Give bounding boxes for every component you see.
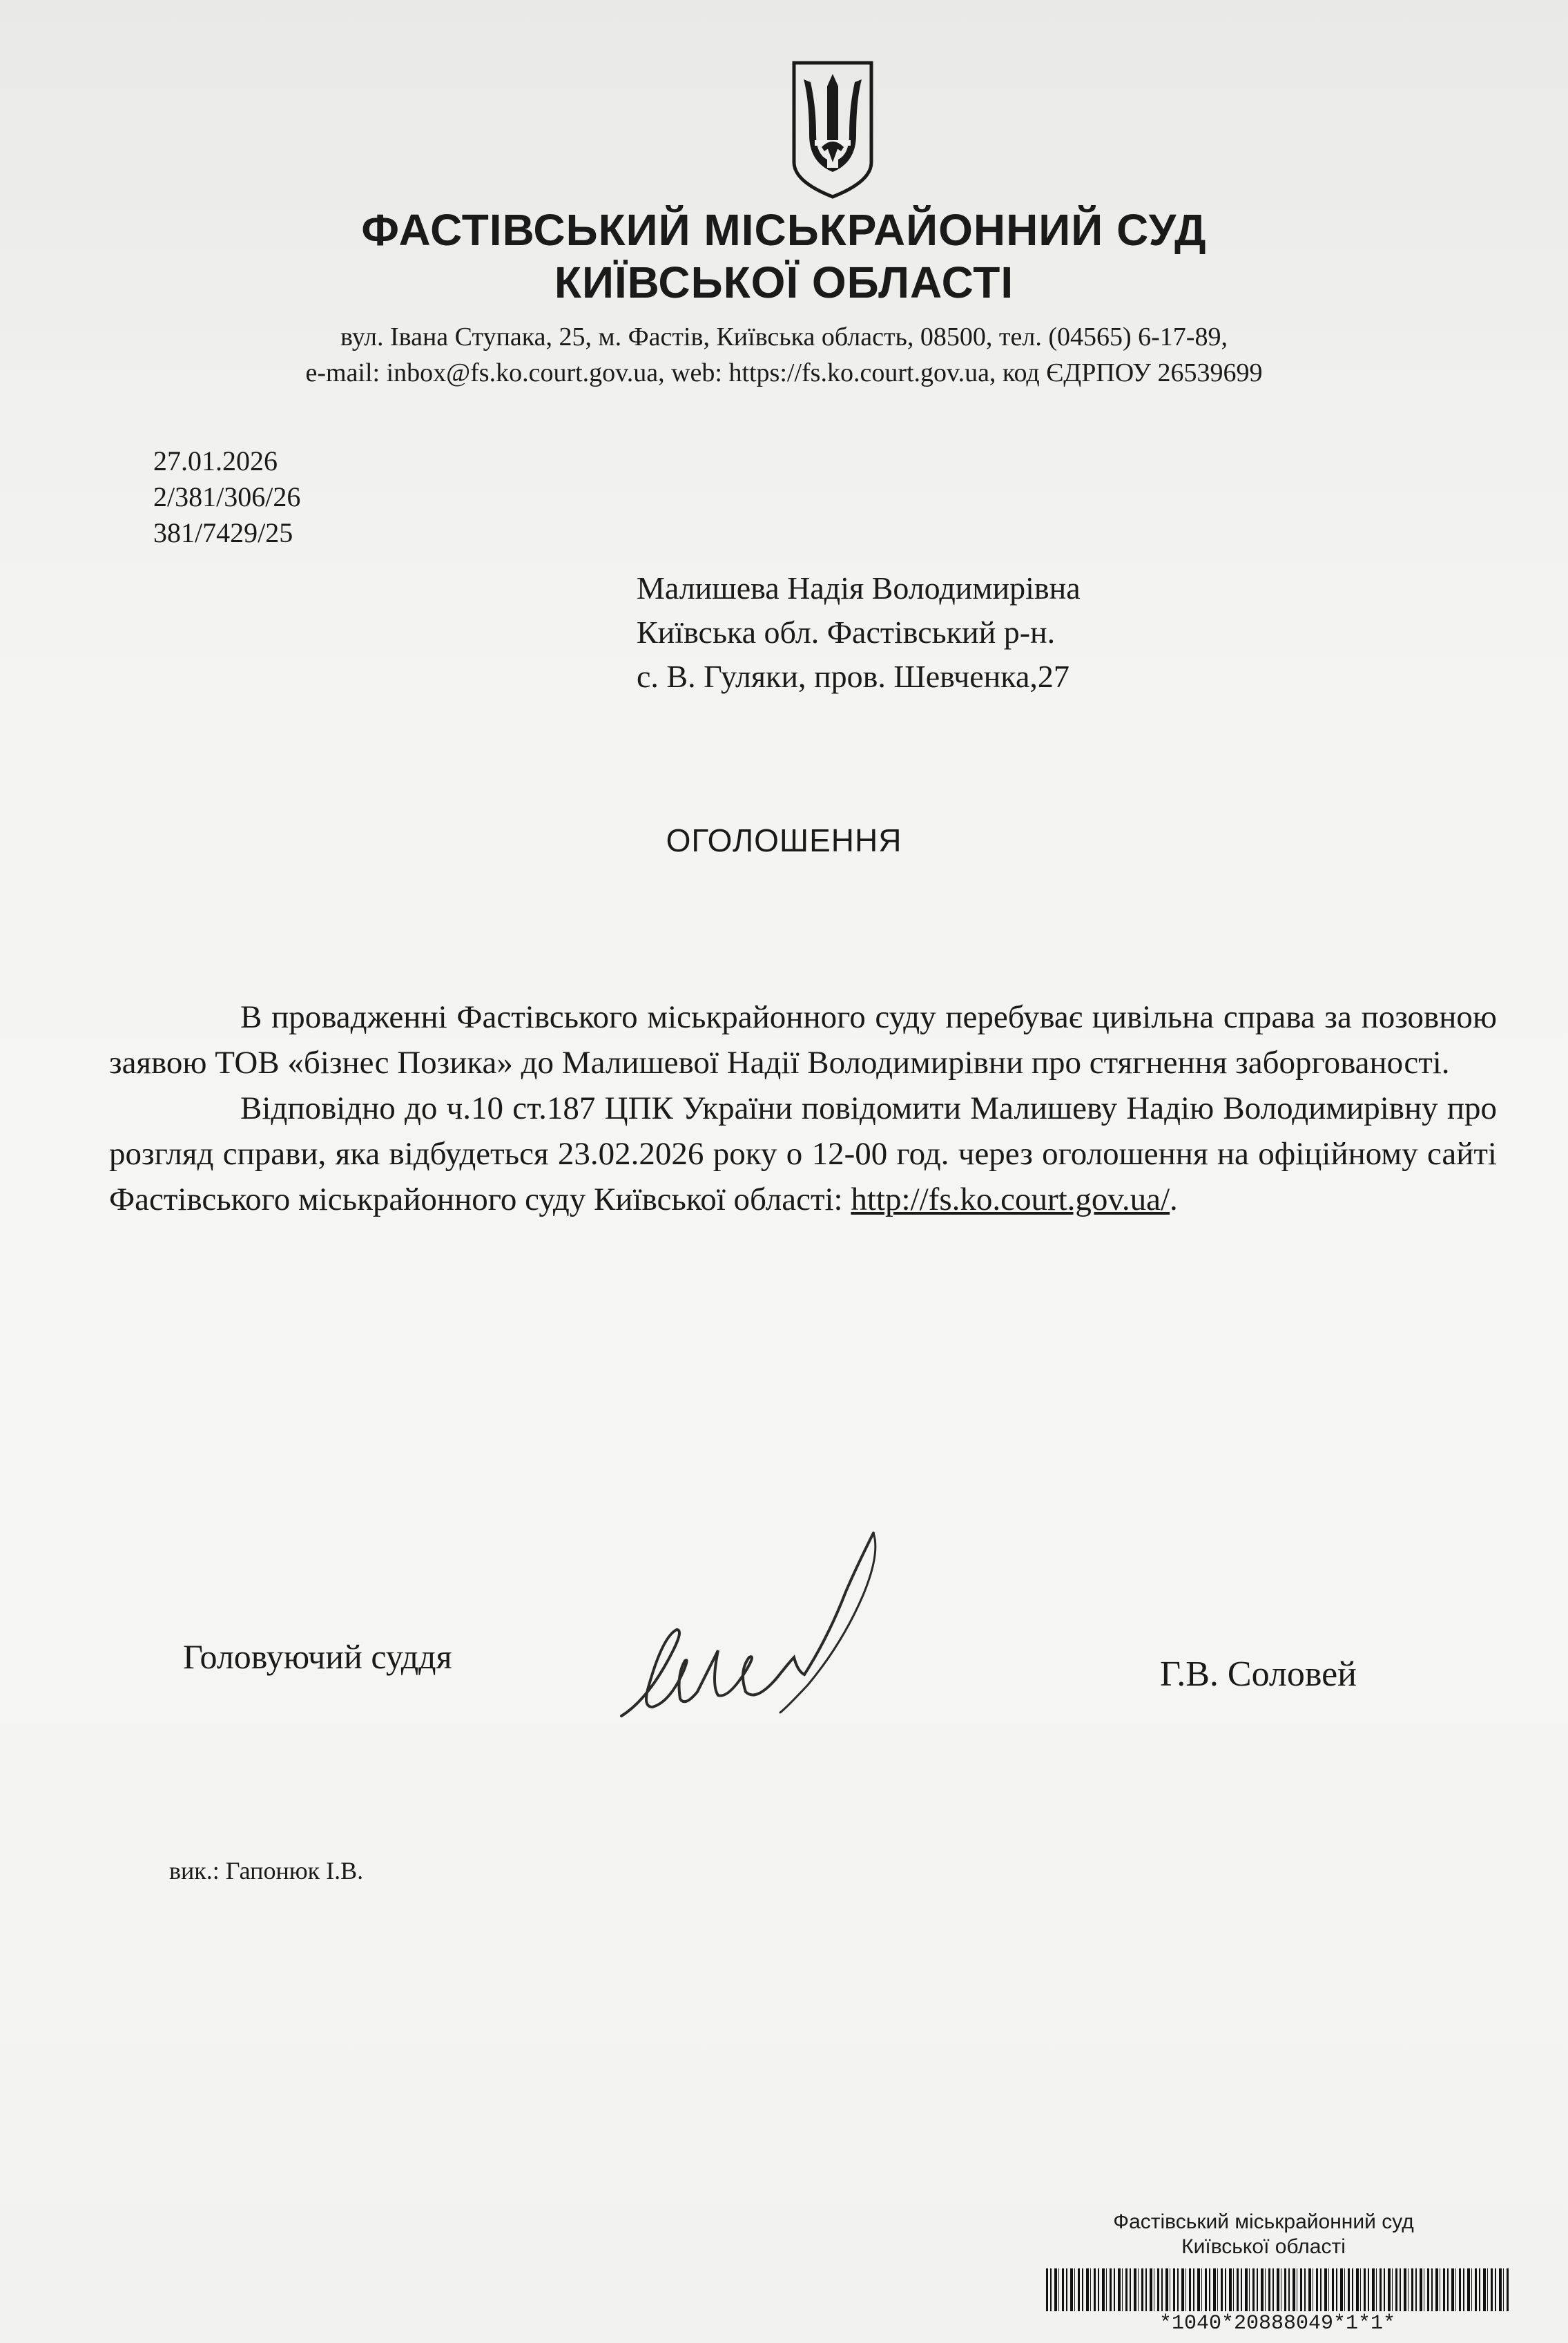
court-contacts [0,319,1568,391]
registration-stamp [1043,2210,1484,2259]
handwritten-signature [608,1526,980,1733]
body-paragraph-2-text: Відповідно до ч.10 ст.187 ЦПК України повідомити Малишеву Надію Володимирівну про розгляд справи, яка відбудеться 23.02.2026 року о 12-00 год. через оголошення на офіційному сайті Фастівського міськрайонного суду Київської області: [109,1090,1497,1217]
body-paragraph-1: В провадженні Фастівського міськрайонного суду перебуває цивільна справа за позовною заявою ТОВ «бізнес Позика» до Малишевої Надії Володимирівни про стягнення заборгованості. [109,999,1497,1081]
trident-emblem-icon [787,59,878,200]
document-date: 27.01.2026 [153,445,278,476]
barcode-number: *1040*20888049*1*1* [1159,2312,1396,2335]
stamp-line-2: Київської області [1181,2235,1346,2258]
recipient-region: Київська обл. Фастівський р-н. [637,615,1056,650]
judge-role: Головуючий суддя [183,1637,452,1676]
court-name-line1: ФАСТІВСЬКИЙ МІСЬКРАЙОННИЙ СУД [361,205,1207,255]
stamp-line-1: Фастівський міськрайонний суд [1113,2210,1414,2233]
outgoing-number: 2/381/306/26 [153,481,301,512]
court-website-link[interactable]: http://fs.ko.court.gov.ua/ [851,1182,1170,1217]
document-references [153,443,300,551]
announcement-heading: ОГОЛОШЕННЯ [666,822,902,858]
recipient-block [637,566,1081,699]
court-name-line2: КИЇВСЬКОЇ ОБЛАСТІ [554,258,1014,307]
body-paragraph-2 [109,1086,1497,1222]
body-paragraph-2-end: . [1170,1182,1178,1217]
barcode [1046,2268,1509,2311]
executor-note: вик.: Гапонюк І.В. [169,1857,364,1884]
case-number: 381/7429/25 [153,517,293,548]
recipient-address: с. В. Гуляки, пров. Шевченка,27 [637,659,1069,694]
court-address: вул. Івана Ступака, 25, м. Фастів, Київська область, 08500, тел. (04565) 6-17-89, [340,322,1228,351]
recipient-name: Малишева Надія Володимирівна [637,570,1081,606]
court-title [0,204,1568,309]
judge-name: Г.В. Соловей [1160,1655,1357,1694]
announcement-body [109,994,1497,1222]
court-email-web: e-mail: inbox@fs.ko.court.gov.ua, web: https://fs.ko.court.gov.ua, код ЄДРПОУ 26539699 [305,358,1263,387]
